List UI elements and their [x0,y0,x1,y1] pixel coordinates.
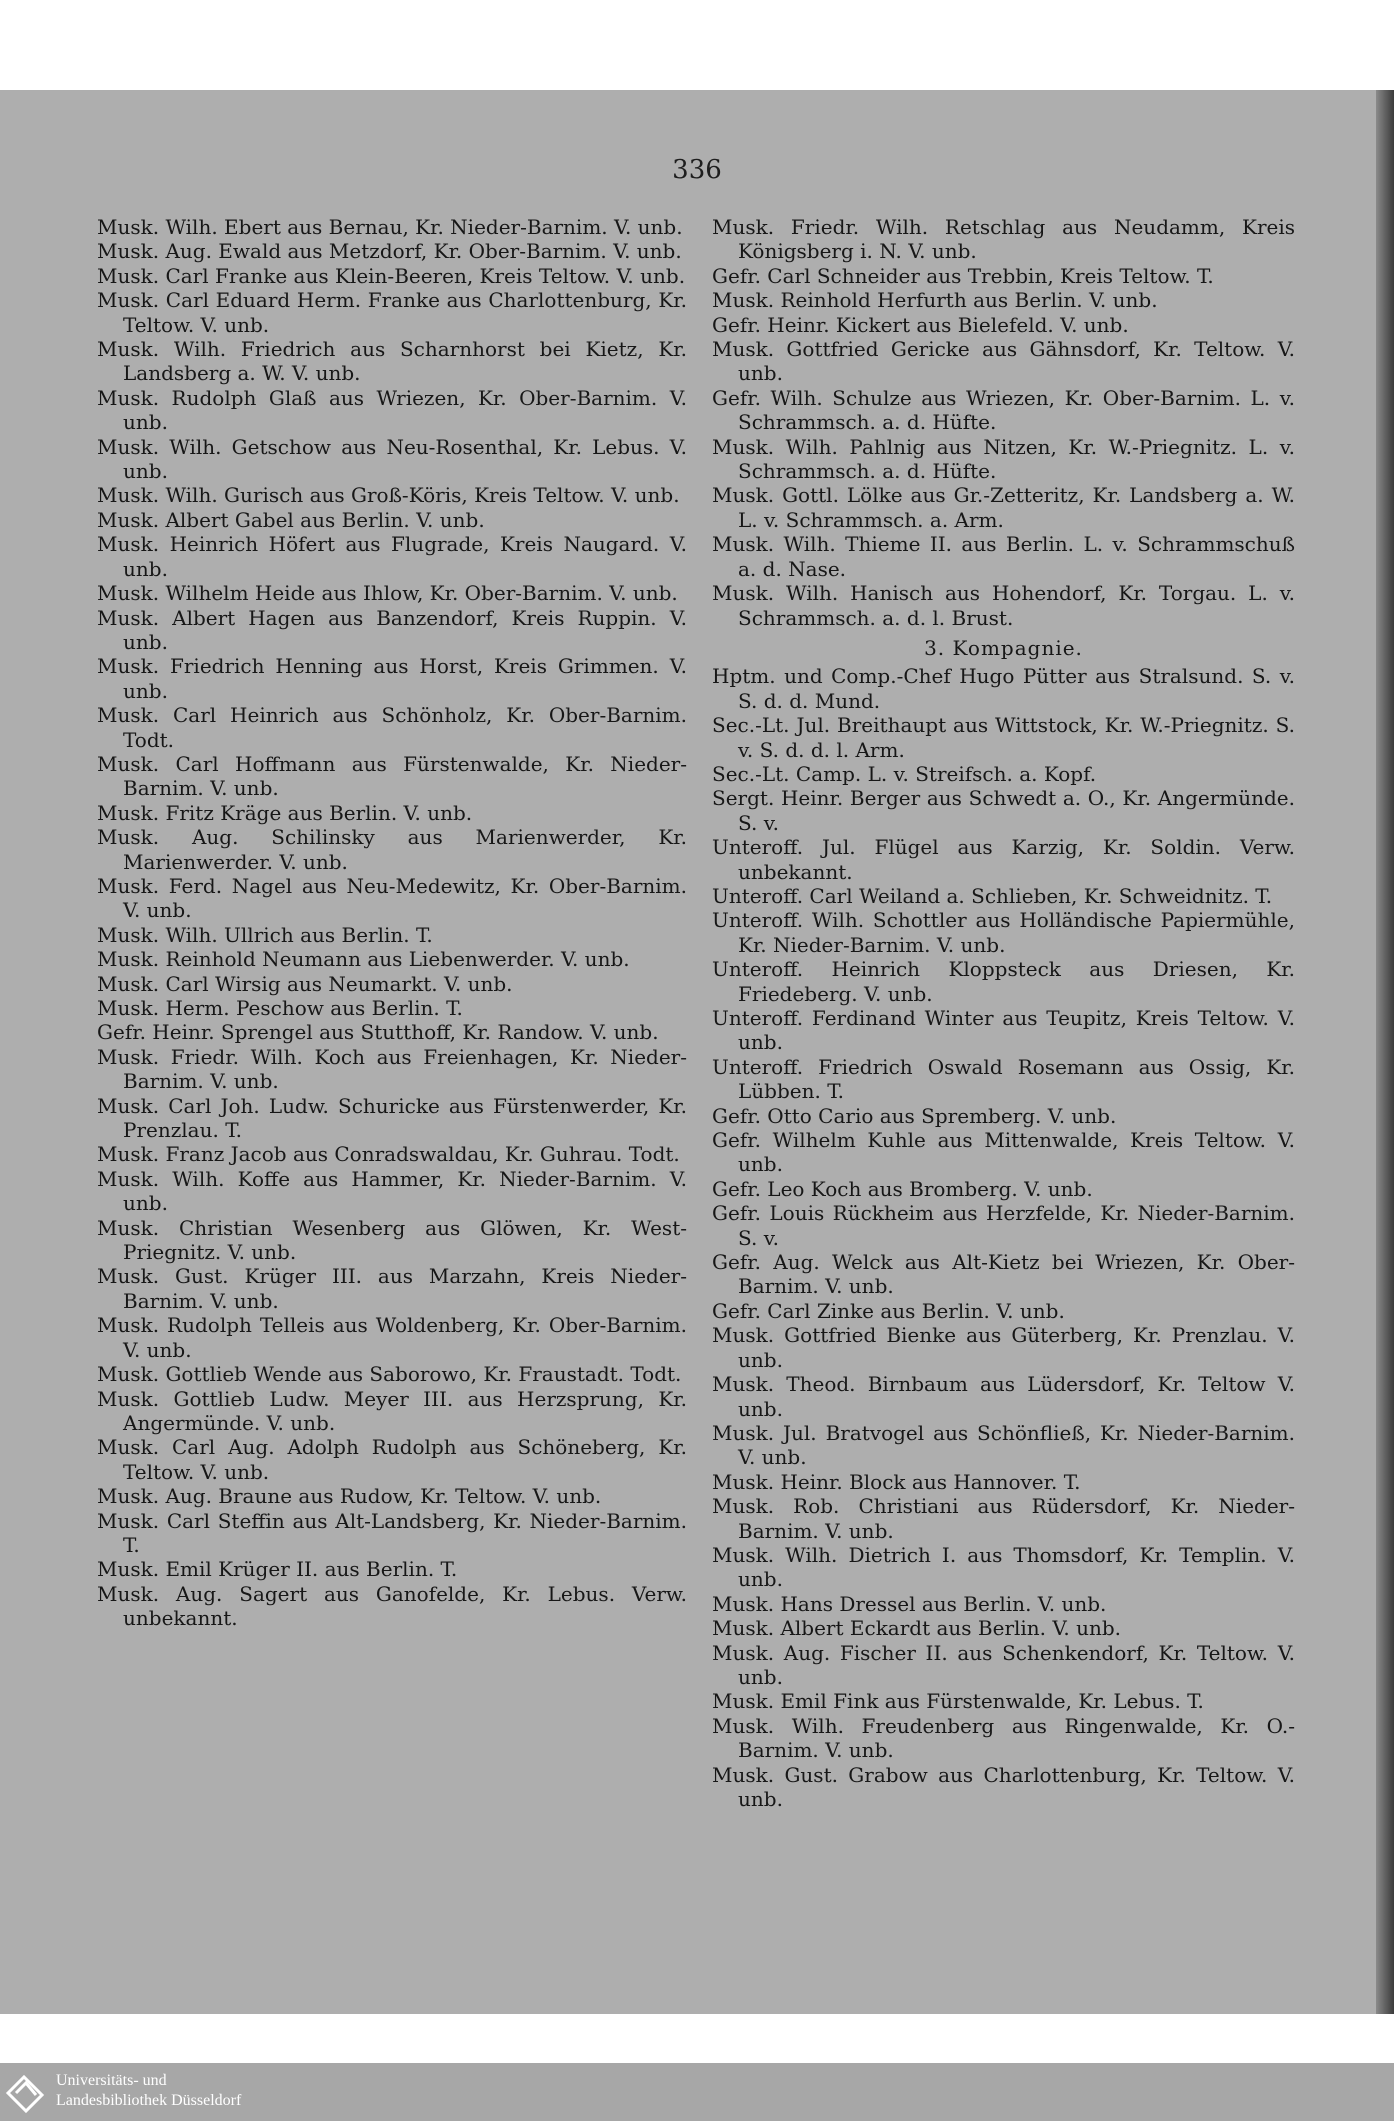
roster-entry: Gefr. Carl Schneider aus Trebbin, Kreis Teltow. T. [712,263,1214,288]
right-column-entries-top [712,215,1295,630]
roster-entry: Musk. Wilh. Ullrich aus Berlin. T. [97,922,433,947]
roster-entry: Musk. Albert Eckardt aus Berlin. V. unb. [712,1616,1121,1641]
library-credit [56,2071,241,2111]
roster-entry: Musk. Wilhelm Heide aus Ihlow, Kr. Ober-Barnim. V. unb. [97,581,678,606]
roster-entry: Musk. Carl Steffin aus Alt-Landsberg, Kr. Nieder-Barnim. T. [97,1508,687,1557]
roster-entry: Musk. Aug. Ewald aus Metzdorf, Kr. Ober-Barnim. V. unb. [97,239,682,264]
roster-entry: Unteroff. Jul. Flügel aus Karzig, Kr. Soldin. Verw. unbekannt. [712,835,1295,884]
roster-entry: Musk. Wilh. Dietrich I. aus Thomsdorf, Kr. Templin. V. unb. [712,1542,1295,1592]
roster-entry: Musk. Jul. Bratvogel aus Schönfließ, Kr. Nieder-Barnim. V. unb. [712,1420,1295,1470]
roster-entry: Gefr. Aug. Welck aus Alt-Kietz bei Wriezen, Kr. Ober-Barnim. V. unb. [712,1250,1295,1299]
roster-entry: Musk. Rudolph Telleis aus Woldenberg, Kr. Ober-Barnim. V. unb. [97,1313,687,1362]
roster-entry: Musk. Wilh. Gurisch aus Groß-Köris, Kreis Teltow. V. unb. [97,483,680,508]
roster-entry: Musk. Aug. Sagert aus Ganofelde, Kr. Lebus. Verw. unbekannt. [97,1581,687,1631]
roster-entry: Musk. Christian Wesenberg aus Glöwen, Kr. West-Priegnitz. V. unb. [97,1215,687,1265]
roster-entry: Musk. Rudolph Glaß aus Wriezen, Kr. Ober-Barnim. V. unb. [97,385,687,435]
roster-entry: Musk. Gottfried Bienke aus Güterberg, Kr. Prenzlau. V. unb. [712,1323,1295,1372]
roster-entry: Musk. Aug. Schilinsky aus Marienwerder, Kr. Marienwerder. V. unb. [97,825,687,874]
roster-entry: Musk. Friedr. Wilh. Retschlag aus Neudamm, Kreis Königsberg i. N. V. unb. [712,215,1295,264]
roster-entry: Gefr. Wilh. Schulze aus Wriezen, Kr. Ober-Barnim. L. v. Schrammsch. a. d. Hüfte. [712,385,1295,435]
page-number: 336 [672,155,722,185]
roster-entry: Musk. Heinr. Block aus Hannover. T. [712,1469,1081,1494]
roster-entry: Musk. Wilh. Hanisch aus Hohendorf, Kr. Torgau. L. v. Schrammsch. a. d. l. Brust. [712,581,1295,630]
roster-entry: Musk. Aug. Braune aus Rudow, Kr. Teltow. V. unb. [97,1484,602,1509]
roster-entry: Musk. Fritz Kräge aus Berlin. V. unb. [97,800,473,825]
roster-entry: Musk. Carl Heinrich aus Schönholz, Kr. Ober-Barnim. Todt. [97,703,687,752]
roster-entry: Gefr. Louis Rückheim aus Herzfelde, Kr. Nieder-Barnim. S. v. [712,1201,1295,1250]
roster-entry: Musk. Wilh. Getschow aus Neu-Rosenthal, Kr. Lebus. V. unb. [97,434,687,484]
roster-entry: Musk. Wilh. Koffe aus Hammer, Kr. Nieder-Barnim. V. unb. [97,1166,687,1216]
roster-entry: Sergt. Heinr. Berger aus Schwedt a. O., Kr. Angermünde. S. v. [712,786,1295,835]
roster-entry: Musk. Wilh. Freudenberg aus Ringenwalde, Kr. O.-Barnim. V. unb. [712,1713,1295,1763]
roster-entry: Musk. Carl Hoffmann aus Fürstenwalde, Kr. Nieder-Barnim. V. unb. [97,751,687,801]
roster-entry: Gefr. Heinr. Sprengel aus Stutthoff, Kr. Randow. V. unb. [97,1020,659,1045]
left-column [97,215,687,1631]
roster-entry: Musk. Friedr. Wilh. Koch aus Freienhagen, Kr. Nieder-Barnim. V. unb. [97,1044,687,1094]
roster-entry: Musk. Friedrich Henning aus Horst, Kreis Grimmen. V. unb. [97,654,687,703]
roster-entry: Gefr. Wilhelm Kuhle aus Mittenwalde, Kreis Teltow. V. unb. [712,1128,1295,1177]
roster-entry: Sec.-Lt. Camp. L. v. Streifsch. a. Kopf. [712,761,1097,786]
roster-entry: Musk. Hans Dressel aus Berlin. V. unb. [712,1591,1107,1616]
roster-entry: Musk. Emil Fink aus Fürstenwalde, Kr. Lebus. T. [712,1689,1204,1714]
roster-entry: Musk. Gust. Grabow aus Charlottenburg, Kr. Teltow. V. unb. [712,1762,1295,1811]
roster-entry: Musk. Wilh. Ebert aus Bernau, Kr. Nieder-Barnim. V. unb. [97,215,683,239]
scanned-page [0,90,1394,2014]
roster-entry: Unteroff. Ferdinand Winter aus Teupitz, Kreis Teltow. V. unb. [712,1006,1295,1055]
roster-entry: Musk. Gottlieb Ludw. Meyer III. aus Herzsprung, Kr. Angermünde. V. unb. [97,1386,687,1435]
roster-entry: Gefr. Heinr. Kickert aus Bielefeld. V. unb. [712,312,1129,337]
roster-entry: Musk. Theod. Birnbaum aus Lüdersdorf, Kr. Teltow V. unb. [712,1372,1295,1421]
roster-entry: Musk. Gottl. Lölke aus Gr.-Zetteritz, Kr. Landsberg a. W. L. v. Schrammsch. a. Arm. [712,483,1295,532]
roster-entry: Musk. Emil Krüger II. aus Berlin. T. [97,1557,458,1582]
library-logo-icon [2,2069,48,2115]
roster-entry: Sec.-Lt. Jul. Breithaupt aus Wittstock, Kr. W.-Priegnitz. S. v. S. d. d. l. Arm. [712,713,1295,762]
section-heading: 3. Kompagnie. [924,635,1083,660]
roster-entry: Musk. Gottfried Gericke aus Gähnsdorf, Kr. Teltow. V. unb. [712,337,1295,386]
roster-entry: Gefr. Carl Zinke aus Berlin. V. unb. [712,1298,1065,1323]
roster-entry: Musk. Albert Gabel aus Berlin. V. unb. [97,507,485,532]
footer-bar [0,2063,1394,2121]
roster-entry: Unteroff. Heinrich Kloppsteck aus Driesen, Kr. Friedeberg. V. unb. [712,957,1295,1006]
roster-entry: Musk. Gust. Krüger III. aus Marzahn, Kreis Nieder-Barnim. V. unb. [97,1264,687,1313]
roster-entry: Musk. Wilh. Thieme II. aus Berlin. L. v. Schrammschuß a. d. Nase. [712,532,1295,581]
roster-entry: Gefr. Otto Cario aus Spremberg. V. unb. [712,1103,1117,1128]
roster-entry: Hptm. und Comp.-Chef Hugo Pütter aus Stralsund. S. v. S. d. d. Mund. [712,664,1295,713]
page-edge-shadow [1376,90,1394,2014]
roster-entry: Musk. Carl Franke aus Klein-Beeren, Kreis Teltow. V. unb. [97,263,686,288]
roster-entry: Musk. Rob. Christiani aus Rüdersdorf, Kr. Nieder-Barnim. V. unb. [712,1494,1295,1543]
library-credit-line2: Landesbibliothek Düsseldorf [56,2092,242,2109]
roster-entry: Unteroff. Carl Weiland a. Schlieben, Kr. Schweidnitz. T. [712,883,1273,908]
roster-entry: Musk. Carl Wirsig aus Neumarkt. V. unb. [97,971,513,996]
library-credit-line1: Universitäts- und [56,2072,167,2089]
right-column-entries-bottom [712,664,1295,1811]
roster-entry: Unteroff. Wilh. Schottler aus Holländische Papiermühle, Kr. Nieder-Barnim. V. unb. [712,908,1295,957]
roster-entry: Unteroff. Friedrich Oswald Rosemann aus Ossig, Kr. Lübben. T. [712,1054,1295,1104]
roster-entry: Musk. Heinrich Höfert aus Flugrade, Kreis Naugard. V. unb. [97,532,687,581]
roster-entry: Musk. Reinhold Neumann aus Liebenwerder. V. unb. [97,947,630,972]
roster-entry: Musk. Carl Joh. Ludw. Schuricke aus Fürstenwerder, Kr. Prenzlau. T. [97,1093,687,1143]
roster-entry: Musk. Carl Eduard Herm. Franke aus Charlottenburg, Kr. Teltow. V. unb. [97,288,687,337]
roster-entry: Musk. Herm. Peschow aus Berlin. T. [97,996,463,1020]
roster-entry: Musk. Reinhold Herfurth aus Berlin. V. unb. [712,288,1158,313]
roster-entry: Musk. Carl Aug. Adolph Rudolph aus Schöneberg, Kr. Teltow. V. unb. [97,1435,687,1484]
roster-entry: Musk. Ferd. Nagel aus Neu-Medewitz, Kr. Ober-Barnim. V. unb. [97,873,687,923]
roster-entry: Gefr. Leo Koch aus Bromberg. V. unb. [712,1176,1093,1201]
roster-entry: Musk. Franz Jacob aus Conradswaldau, Kr. Guhrau. Todt. [97,1142,680,1167]
roster-entry: Musk. Aug. Fischer II. aus Schenkendorf, Kr. Teltow. V. unb. [712,1640,1295,1689]
roster-entry: Musk. Albert Hagen aus Banzendorf, Kreis Ruppin. V. unb. [97,605,687,654]
right-column [712,215,1295,1811]
roster-entry: Musk. Gottlieb Wende aus Saborowo, Kr. Fraustadt. Todt. [97,1362,682,1387]
roster-entry: Musk. Wilh. Pahlnig aus Nitzen, Kr. W.-Priegnitz. L. v. Schrammsch. a. d. Hüfte. [712,434,1295,484]
roster-entry: Musk. Wilh. Friedrich aus Scharnhorst bei Kietz, Kr. Landsberg a. W. V. unb. [97,337,687,386]
